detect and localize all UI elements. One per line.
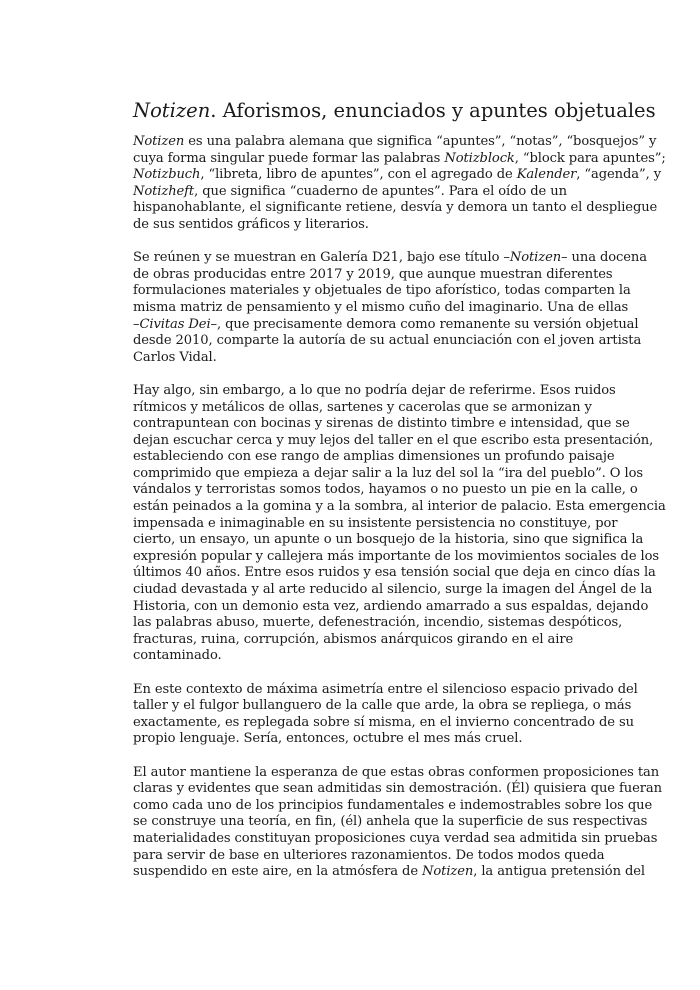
text-run: expresión popular y callejera más importante de los movimientos sociales de los — [133, 548, 660, 564]
text-line — [133, 333, 642, 350]
text-line — [133, 582, 653, 599]
text-line — [133, 499, 666, 516]
italic-term: Notizen — [509, 250, 562, 266]
text-line — [133, 598, 649, 616]
text-line — [133, 200, 658, 217]
text-line — [133, 184, 595, 201]
italic-term: Civitas Dei — [139, 316, 211, 332]
text-run: Se reúnen y se muestran en Galería D21, bajo ese título – — [133, 250, 510, 266]
text-run: rítmicos y metálicos de ollas, sartenes y cacerolas que se armonizan y — [133, 399, 592, 415]
text-line — [133, 266, 613, 284]
text-run: de obras producidas entre 2017 y 2019, que aunque muestran diferentes — [133, 266, 613, 282]
text-line — [133, 714, 634, 732]
text-line — [133, 764, 660, 782]
text-run: de sus sentidos gráficos y literarios. — [133, 216, 369, 232]
text-run: como cada uno de los principios fundamentales e indemostrables sobre los que — [133, 797, 653, 813]
text-line — [133, 548, 660, 566]
text-run: es una palabra alemana que significa “apuntes”, “notas”, “bosquejos” y — [184, 134, 657, 149]
text-run: –, que precisamente demora como remanente su versión objetual — [210, 316, 639, 332]
text-run: , “block para apuntes”; — [514, 150, 666, 166]
text-line — [133, 731, 595, 748]
text-line — [133, 299, 629, 317]
document-body — [133, 134, 666, 881]
text-line — [133, 681, 638, 699]
text-run: fracturas, ruina, corrupción, abismos anárquicos girando en el aire — [133, 631, 574, 647]
text-line — [133, 648, 595, 665]
text-run: últimos 40 años. Entre esos ruidos y esa tensión social que deja en cinco días la — [133, 565, 656, 581]
text-run: , la antigua pretensión del — [473, 864, 646, 880]
text-run: claras y evidentes que sean admitidas sin demostración. (Él) quisiera que fueran — [133, 781, 662, 797]
text-line — [133, 515, 618, 533]
text-line — [133, 847, 605, 865]
text-line — [133, 830, 658, 848]
text-run: Historia, con un demonio esta vez, ardiendo amarrado a sus espaldas, dejando — [133, 598, 649, 614]
text-run: formulaciones materiales y objetuales de tipo aforístico, todas comparten la — [133, 283, 631, 299]
title-rest: . Aforismos, enunciados y apuntes objetuales — [210, 99, 656, 122]
text-run: dejan escuchar cerca y muy lejos del taller en el que escribo esta presentación, — [133, 432, 654, 448]
text-line — [133, 382, 616, 400]
text-run: El autor mantiene la esperanza de que estas obras conformen proposiciones tan — [133, 764, 660, 780]
paragraph — [133, 382, 666, 665]
text-run: impensada e inimaginable en su insistente persistencia no constituye, por — [133, 515, 618, 531]
text-run: propio lenguaje. Sería, entonces, octubre el mes más cruel. — [133, 731, 523, 747]
text-run: las palabras abuso, muerte, defenestración, incendio, sistemas despóticos, — [133, 615, 623, 631]
italic-term: Notizheft — [133, 183, 195, 199]
text-line — [133, 482, 638, 499]
text-run: En este contexto de máxima asimetría entre el silencioso espacio privado del — [133, 681, 638, 697]
text-run: contrapuntean con bocinas y sirenas de distinto timbre e intensidad, que se — [133, 416, 630, 432]
text-line — [133, 400, 595, 417]
text-run: ciudad devastada y al arte reducido al silencio, surge la imagen del Ángel de la — [133, 582, 653, 598]
text-line — [133, 217, 595, 234]
text-run: – una docena — [561, 250, 647, 266]
text-run: desde 2010, comparte la autoría de su actual enunciación con el joven artista — [133, 333, 642, 349]
text-run: , “libreta, libro de apuntes”, con el agregado de — [200, 167, 517, 183]
text-line — [133, 864, 646, 881]
italic-term: Kalender — [516, 167, 577, 183]
paragraph — [133, 764, 662, 881]
text-run: hispanohablante, el significante retiene, desvía y demora un tanto el despliegue — [133, 200, 658, 216]
italic-term: Notizen — [422, 864, 474, 880]
text-line — [133, 250, 647, 267]
text-run: cuya forma singular puede formar las palabras — [133, 150, 445, 166]
text-run: Hay algo, sin embargo, a lo que no podría dejar de referirme. Esos ruidos — [133, 382, 616, 398]
text-line — [133, 797, 653, 815]
text-run: contaminado. — [133, 648, 222, 664]
text-run: comprimido que empieza a dejar salir a la luz del sol la “ira del pueblo”. O los — [133, 465, 643, 481]
title-italic-word: Notizen — [133, 99, 211, 122]
text-run: se construye una teoría, en fin, (él) anhela que la superficie de sus respectivas — [133, 814, 648, 830]
text-line — [133, 615, 623, 632]
text-line — [133, 432, 654, 450]
document-title — [133, 98, 656, 124]
text-run: vándalos y terroristas somos todos, hayamos o no puesto un pie en la calle, o — [133, 482, 638, 498]
paragraph — [133, 134, 666, 234]
text-run: – — [133, 316, 140, 332]
text-line — [133, 781, 662, 798]
text-line — [133, 134, 657, 151]
text-line — [133, 316, 639, 334]
text-line — [133, 167, 661, 184]
text-run: estableciendo con ese rango de amplias dimensiones un profundo paisaje — [133, 449, 615, 465]
italic-term: Notizblock — [444, 150, 515, 166]
italic-term: Notizbuch — [133, 167, 201, 183]
text-run: misma matriz de pensamiento y el mismo cuño del imaginario. Una de ellas — [133, 299, 629, 315]
text-line — [133, 449, 615, 466]
document-page — [133, 98, 666, 897]
text-run: taller y el fulgor bullanguero de la calle que arde, la obra se repliega, o más — [133, 698, 632, 714]
italic-term: Notizen — [133, 134, 185, 149]
text-line — [133, 350, 595, 367]
text-run: suspendido en este aire, en la atmósfera de — [133, 864, 423, 880]
text-line — [133, 416, 630, 433]
text-run: , que significa “cuaderno de apuntes”. Para el oído de un — [194, 183, 567, 199]
text-line — [133, 283, 631, 300]
text-line — [133, 465, 643, 483]
text-line — [133, 532, 644, 549]
text-run: cierto, un ensayo, un apunte o un bosquejo de la historia, sino que significa la — [133, 532, 644, 548]
text-run: están peinados a la gomina y a la sombra, al interior de palacio. Esta emergencia — [133, 499, 666, 515]
text-run: , “agenda”, y — [576, 167, 661, 183]
text-line — [133, 565, 656, 582]
text-line — [133, 632, 595, 649]
paragraph — [133, 250, 647, 366]
text-run: materialidades constituyan proposiciones cuya verdad sea admitida sin pruebas — [133, 830, 658, 846]
text-line — [133, 698, 632, 715]
text-run: Carlos Vidal. — [133, 349, 217, 365]
text-run: para servir de base en ulteriores razonamientos. De todos modos queda — [133, 847, 605, 863]
paragraph — [133, 681, 638, 748]
text-run: exactamente, es replegada sobre sí misma, en el invierno concentrado de su — [133, 714, 634, 730]
text-line — [133, 814, 648, 831]
text-line — [133, 150, 666, 168]
